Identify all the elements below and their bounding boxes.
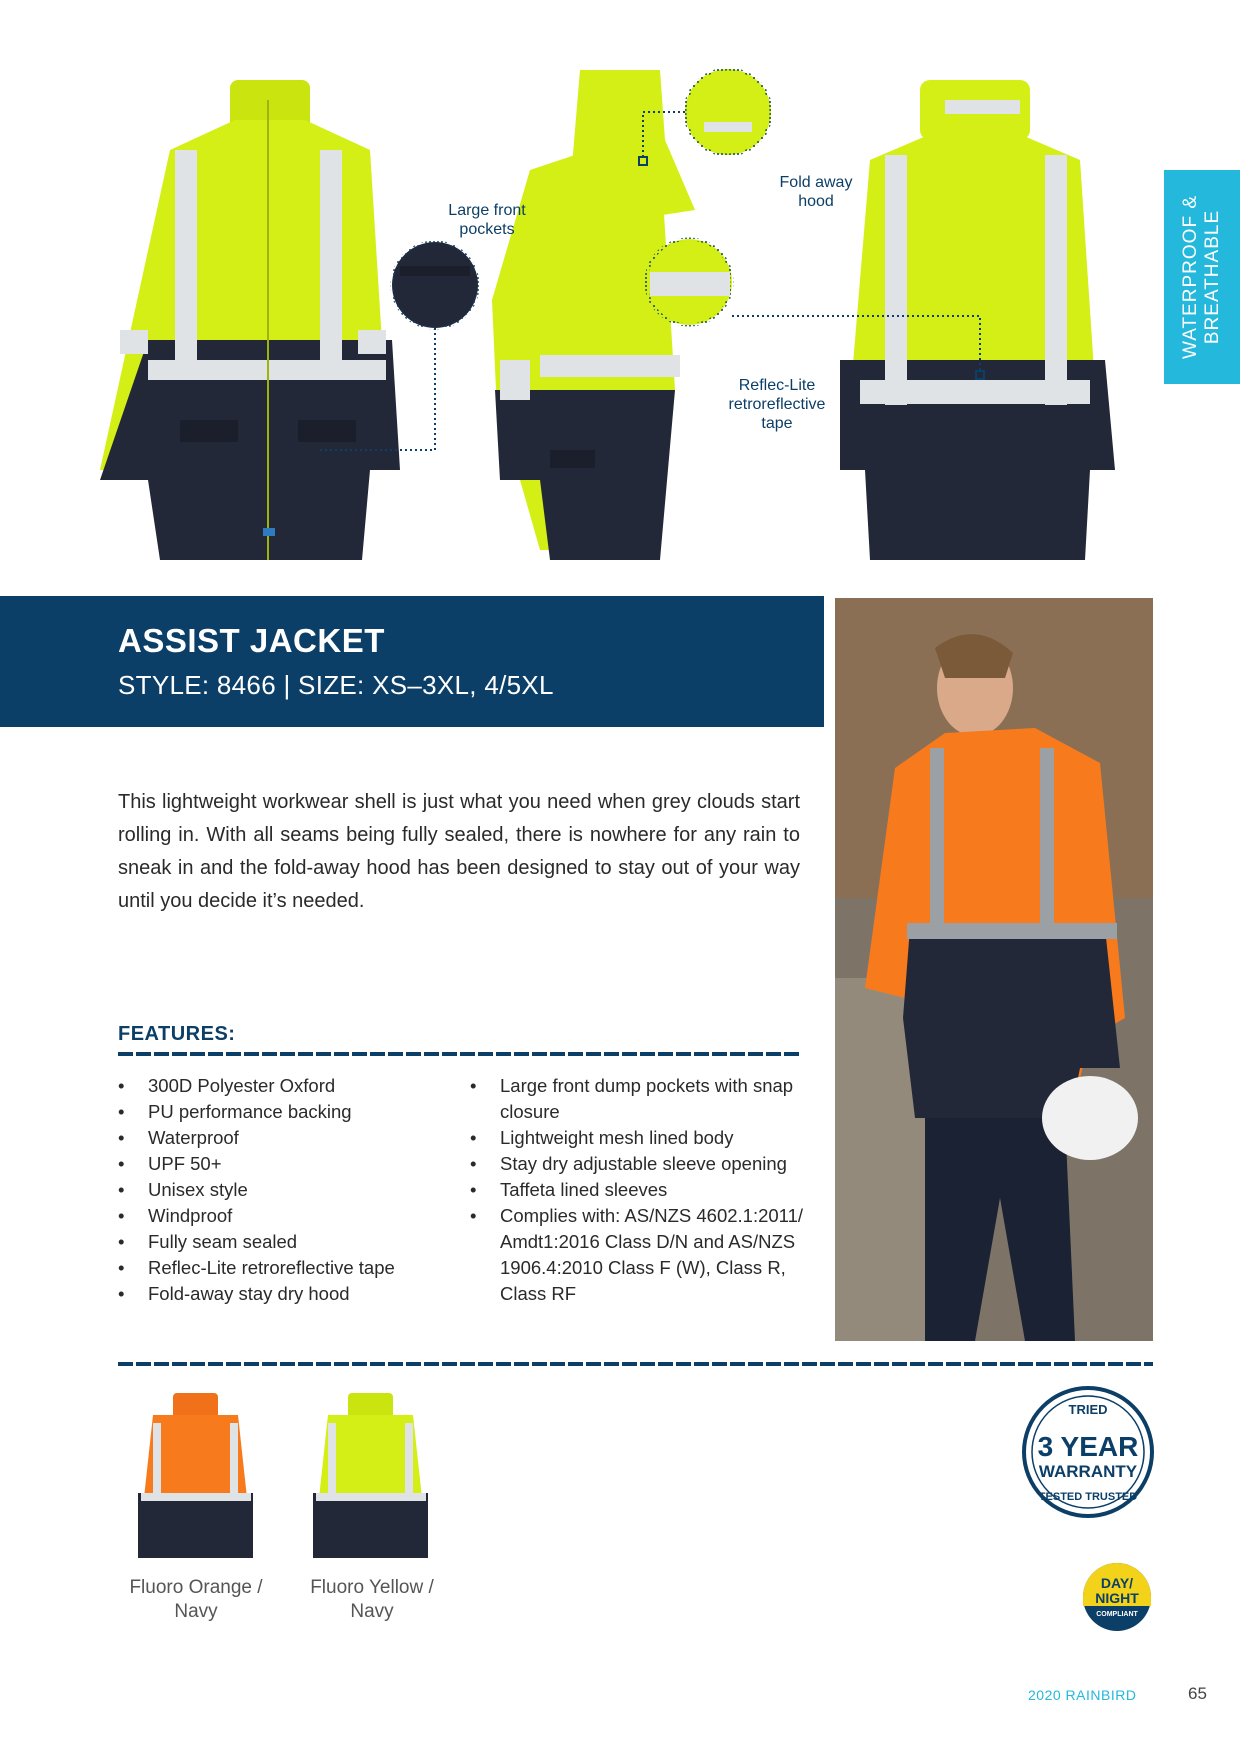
feature-item: • 300D Polyester Oxford (118, 1073, 458, 1099)
callout-pockets (432, 201, 542, 239)
hood-detail-circle (685, 69, 771, 155)
tape-detail-circle (646, 239, 732, 325)
callout-text: Fold away (779, 174, 853, 191)
model-photo (835, 598, 1153, 1341)
day-night-badge (1082, 1562, 1152, 1632)
product-title-banner (0, 596, 824, 727)
callout-text: pockets (459, 221, 515, 238)
pocket-detail-circle (392, 242, 478, 328)
colour-label-text: Navy (350, 1601, 394, 1622)
feature-item: • Unisex style (118, 1177, 458, 1203)
product-description: This lightweight workwear shell is just what you need when grey clouds start rolling in. With all seams being fully sealed, there is nowhere for any rain to sneak in and the fold-away hood has been designed to stay out of your way until you decide it’s needed. (118, 791, 800, 912)
warranty-bottom-text: TESTED TRUSTED (1038, 1491, 1138, 1503)
section-divider (118, 1362, 1153, 1366)
feature-item: • Stay dry adjustable sleeve opening (470, 1151, 810, 1177)
warranty-badge (1020, 1384, 1156, 1520)
warranty-sub-text: WARRANTY (1038, 1462, 1138, 1481)
swatch-fluoro-orange-navy (133, 1393, 258, 1565)
page-number: 65 (1188, 1684, 1207, 1703)
swatch-fluoro-yellow-navy (308, 1393, 433, 1565)
callout-hood (766, 173, 866, 211)
callout-text: Large front (448, 202, 526, 219)
colour-label-orange (116, 1576, 276, 1624)
colour-label-text: Navy (174, 1601, 218, 1622)
footer-brand: 2020 RAINBIRD (1028, 1687, 1137, 1703)
side-tab-line: WATERPROOF & (1180, 195, 1201, 359)
feature-item: • UPF 50+ (118, 1151, 458, 1177)
feature-item: • Fold-away stay dry hood (118, 1281, 458, 1307)
jacket-back-view (840, 80, 1115, 560)
feature-item: • Windproof (118, 1203, 458, 1229)
day-night-line1: DAY/ (1100, 1575, 1134, 1591)
product-style-size: STYLE: 8466 | SIZE: XS–3XL, 4/5XL (118, 670, 554, 700)
feature-item: • Complies with: AS/NZS 4602.1:2011/ Amdt1:2016 Class D/N and AS/NZS 1906.4:2010 Class F (W), Class R, Class RF (470, 1203, 810, 1307)
colour-label-text: Fluoro Orange / (129, 1577, 263, 1598)
jacket-front-view (100, 80, 400, 560)
callout-text: retroreflective (728, 396, 826, 413)
day-night-line2: NIGHT (1095, 1590, 1139, 1606)
feature-item: • Waterproof (118, 1125, 458, 1151)
side-tab-line: BREATHABLE (1202, 209, 1223, 345)
feature-item: • Lightweight mesh lined body (470, 1125, 810, 1151)
callout-text: Reflec-Lite (738, 377, 816, 394)
callout-text: hood (798, 193, 834, 210)
features-list-right (470, 1073, 810, 1307)
warranty-main-text: 3 YEAR (1037, 1431, 1139, 1462)
callout-tape (712, 376, 842, 433)
jacket-views (100, 60, 1140, 580)
callout-text: tape (761, 415, 793, 432)
product-title: ASSIST JACKET (118, 622, 385, 659)
warranty-top-text: TRIED (1068, 1402, 1108, 1417)
colour-label-text: Fluoro Yellow / (310, 1577, 434, 1598)
features-list-left (118, 1073, 458, 1307)
colour-label-yellow (292, 1576, 452, 1624)
features-heading: FEATURES: (118, 1023, 236, 1045)
features-divider (118, 1052, 800, 1056)
feature-item: • Fully seam sealed (118, 1229, 458, 1255)
feature-item: • Reflec-Lite retroreflective tape (118, 1255, 458, 1281)
waterproof-breathable-tab (1164, 170, 1240, 384)
feature-item: • PU performance backing (118, 1099, 458, 1125)
feature-item: • Large front dump pockets with snap closure (470, 1073, 810, 1125)
day-night-line3: COMPLIANT (1096, 1611, 1138, 1618)
hard-hat (1042, 1076, 1138, 1160)
feature-item: • Taffeta lined sleeves (470, 1177, 810, 1203)
